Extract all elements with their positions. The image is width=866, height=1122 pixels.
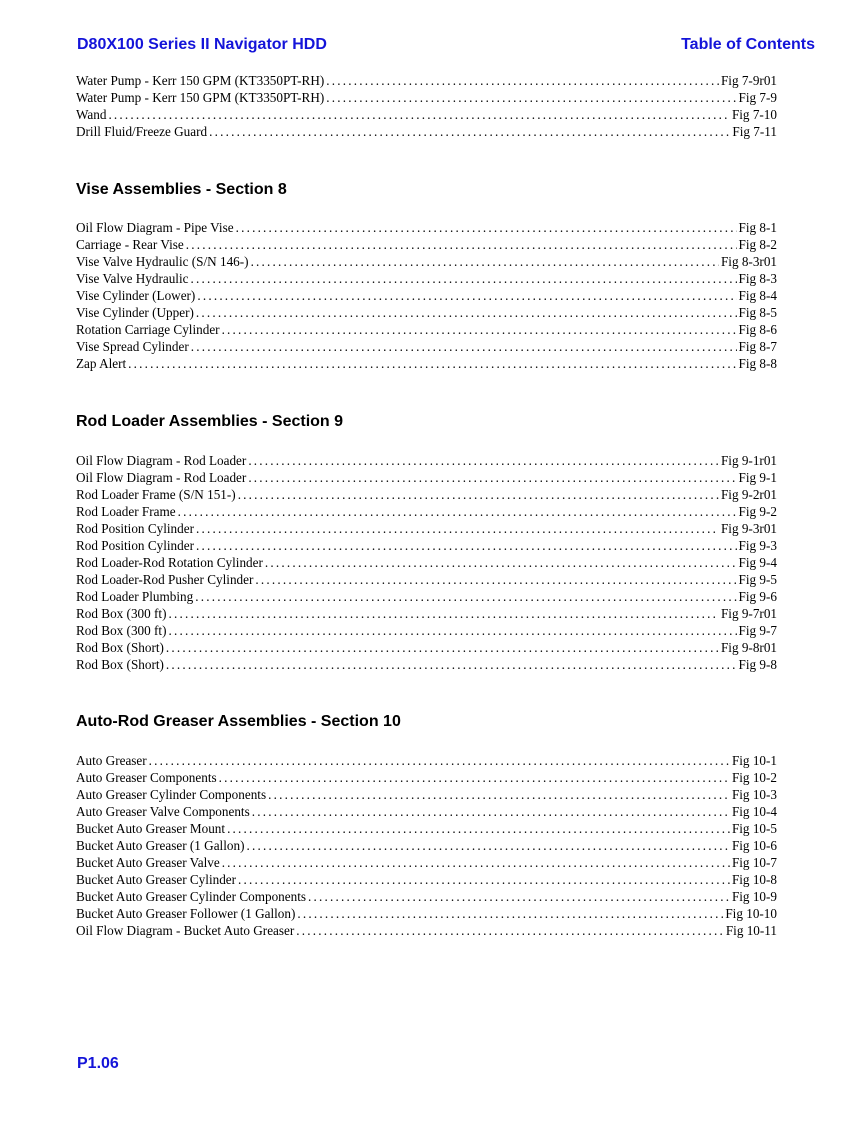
dot-leader (297, 905, 723, 922)
dot-leader (326, 72, 719, 89)
toc-entry-figure: Fig 8-4 (738, 288, 777, 303)
toc-entry-title: Rod Box (Short) (76, 657, 164, 672)
section-7-list (76, 72, 777, 140)
dot-leader (251, 253, 719, 270)
dot-leader (219, 769, 730, 786)
toc-entry-title: Bucket Auto Greaser Follower (1 Gallon) (76, 906, 296, 921)
toc-entry-figure: Fig 10-7 (731, 855, 777, 870)
page-number: P1.06 (77, 1055, 119, 1072)
toc-entry-figure: Fig 10-3 (731, 787, 777, 802)
dot-leader (326, 89, 736, 106)
section-10-heading: Auto-Rod Greaser Assemblies - Section 10 (76, 713, 401, 730)
dot-leader (252, 803, 730, 820)
toc-entry (76, 287, 777, 304)
dot-leader (222, 854, 730, 871)
dot-leader (238, 486, 719, 503)
toc-entry-title: Water Pump - Kerr 150 GPM (KT3350PT-RH) (76, 90, 325, 105)
toc-entry-title: Oil Flow Diagram - Rod Loader (76, 453, 247, 468)
section-8-heading: Vise Assemblies - Section 8 (76, 181, 287, 198)
toc-entry (76, 469, 777, 486)
toc-entry (76, 321, 777, 338)
toc-entry-figure: Fig 8-6 (738, 322, 777, 337)
toc-entry-title: Rod Loader Frame (76, 504, 176, 519)
toc-entry-figure: Fig 7-11 (732, 124, 777, 139)
toc-entry-figure: Fig 7-10 (731, 107, 777, 122)
toc-entry-title: Rod Loader Frame (S/N 151-) (76, 487, 236, 502)
toc-entry-title: Bucket Auto Greaser (1 Gallon) (76, 838, 245, 853)
toc-entry-figure: Fig 8-8 (738, 356, 777, 371)
toc-entry-title: Bucket Auto Greaser Mount (76, 821, 226, 836)
toc-entry-figure: Fig 9-3 (738, 538, 777, 553)
toc-entry (76, 219, 777, 236)
dot-leader (265, 554, 737, 571)
toc-entry-figure: Fig 10-5 (731, 821, 777, 836)
toc-entry (76, 503, 777, 520)
toc-entry (76, 236, 777, 253)
dot-leader (268, 786, 730, 803)
toc-entry-title: Bucket Auto Greaser Cylinder (76, 872, 237, 887)
toc-entry-figure: Fig 10-1 (731, 753, 777, 768)
toc-entry-figure: Fig 10-9 (731, 889, 777, 904)
toc-entry (76, 905, 777, 922)
toc-entry-figure: Fig 9-3r01 (720, 521, 777, 536)
dot-leader (191, 270, 737, 287)
toc-entry (76, 571, 777, 588)
toc-entry (76, 106, 777, 123)
toc-entry (76, 803, 777, 820)
toc-entry (76, 837, 777, 854)
dot-leader (227, 820, 730, 837)
document-title: D80X100 Series II Navigator HDD (77, 36, 327, 53)
toc-entry-title: Vise Cylinder (Upper) (76, 305, 194, 320)
toc-entry-figure: Fig 8-7 (738, 339, 777, 354)
toc-entry-figure: Fig 7-9r01 (720, 73, 777, 88)
toc-entry (76, 588, 777, 605)
toc-entry-title: Rod Position Cylinder (76, 521, 194, 536)
toc-entry (76, 639, 777, 656)
dot-leader (196, 304, 737, 321)
toc-entry-title: Rotation Carriage Cylinder (76, 322, 220, 337)
section-9-list (76, 452, 777, 673)
toc-entry-figure: Fig 9-2r01 (720, 487, 777, 502)
toc-entry-figure: Fig 9-5 (738, 572, 777, 587)
toc-entry-title: Vise Cylinder (Lower) (76, 288, 196, 303)
dot-leader (166, 639, 719, 656)
toc-entry-figure: Fig 10-11 (725, 923, 777, 938)
toc-entry (76, 786, 777, 803)
toc-entry (76, 355, 777, 372)
toc-entry-title: Rod Loader-Rod Rotation Cylinder (76, 555, 263, 570)
toc-entry-figure: Fig 9-4 (738, 555, 777, 570)
dot-leader (255, 571, 736, 588)
dot-leader (128, 355, 736, 372)
toc-entry-title: Rod Box (Short) (76, 640, 164, 655)
toc-entry (76, 486, 777, 503)
toc-entry (76, 888, 777, 905)
dot-leader (308, 888, 730, 905)
section-10-list (76, 752, 777, 939)
toc-entry-title: Oil Flow Diagram - Bucket Auto Greaser (76, 923, 295, 938)
toc-entry-figure: Fig 8-5 (738, 305, 777, 320)
toc-entry (76, 452, 777, 469)
dot-leader (248, 452, 719, 469)
toc-entry-title: Zap Alert (76, 356, 127, 371)
dot-leader (209, 123, 730, 140)
dot-leader (149, 752, 730, 769)
toc-entry (76, 338, 777, 355)
toc-entry (76, 520, 777, 537)
toc-entry-title: Bucket Auto Greaser Cylinder Components (76, 889, 307, 904)
dot-leader (238, 871, 730, 888)
toc-entry-figure: Fig 9-6 (738, 589, 777, 604)
toc-entry (76, 622, 777, 639)
toc-entry-title: Water Pump - Kerr 150 GPM (KT3350PT-RH) (76, 73, 325, 88)
dot-leader (186, 236, 737, 253)
dot-leader (196, 537, 737, 554)
toc-entry (76, 270, 777, 287)
dot-leader (197, 287, 736, 304)
section-9-heading: Rod Loader Assemblies - Section 9 (76, 413, 344, 430)
toc-entry-figure: Fig 9-7r01 (720, 606, 777, 621)
toc-entry-figure: Fig 9-2 (738, 504, 777, 519)
page-header (77, 36, 815, 54)
dot-leader (246, 837, 729, 854)
dot-leader (168, 605, 718, 622)
toc-entry-figure: Fig 9-1r01 (720, 453, 777, 468)
toc-entry-title: Vise Spread Cylinder (76, 339, 189, 354)
toc-entry (76, 537, 777, 554)
dot-leader (166, 656, 737, 673)
dot-leader (248, 469, 736, 486)
toc-entry-title: Rod Box (300 ft) (76, 606, 167, 621)
toc-label: Table of Contents (681, 36, 815, 53)
toc-entry-title: Auto Greaser Cylinder Components (76, 787, 267, 802)
toc-entry (76, 922, 777, 939)
toc-entry-title: Auto Greaser (76, 753, 147, 768)
toc-entry-figure: Fig 9-7 (738, 623, 777, 638)
toc-entry (76, 752, 777, 769)
toc-entry (76, 89, 777, 106)
toc-entry (76, 871, 777, 888)
toc-entry (76, 820, 777, 837)
dot-leader (222, 321, 737, 338)
toc-entry (76, 123, 777, 140)
toc-entry (76, 854, 777, 871)
toc-entry-figure: Fig 8-1 (738, 220, 777, 235)
toc-entry-figure: Fig 8-3 (738, 271, 777, 286)
toc-entry-title: Rod Position Cylinder (76, 538, 194, 553)
toc-entry-title: Oil Flow Diagram - Rod Loader (76, 470, 247, 485)
dot-leader (168, 622, 736, 639)
toc-entry (76, 253, 777, 270)
toc-entry-figure: Fig 9-1 (738, 470, 777, 485)
toc-entry-figure: Fig 10-8 (731, 872, 777, 887)
toc-entry-figure: Fig 10-10 (725, 906, 777, 921)
dot-leader (178, 503, 737, 520)
toc-entry-figure: Fig 10-6 (731, 838, 777, 853)
toc-entry (76, 304, 777, 321)
toc-entry-figure: Fig 10-4 (731, 804, 777, 819)
toc-entry-title: Wand (76, 107, 107, 122)
toc-entry-figure: Fig 10-2 (731, 770, 777, 785)
toc-entry-title: Carriage - Rear Vise (76, 237, 184, 252)
dot-leader (108, 106, 730, 123)
toc-entry-figure: Fig 9-8r01 (720, 640, 777, 655)
toc-entry (76, 769, 777, 786)
dot-leader (195, 588, 736, 605)
toc-entry-title: Vise Valve Hydraulic (S/N 146-) (76, 254, 249, 269)
toc-entry-figure: Fig 8-2 (738, 237, 777, 252)
toc-entry-title: Bucket Auto Greaser Valve (76, 855, 220, 870)
dot-leader (196, 520, 719, 537)
toc-entry-title: Drill Fluid/Freeze Guard (76, 124, 208, 139)
toc-entry (76, 605, 777, 622)
dot-leader (296, 922, 724, 939)
toc-entry-title: Rod Loader-Rod Pusher Cylinder (76, 572, 254, 587)
toc-entry-figure: Fig 7-9 (738, 90, 777, 105)
toc-entry (76, 72, 777, 89)
toc-entry-title: Auto Greaser Components (76, 770, 217, 785)
toc-entry-title: Auto Greaser Valve Components (76, 804, 250, 819)
toc-entry-title: Oil Flow Diagram - Pipe Vise (76, 220, 234, 235)
toc-entry-title: Rod Box (300 ft) (76, 623, 167, 638)
toc-entry-figure: Fig 9-8 (738, 657, 777, 672)
toc-entry-title: Vise Valve Hydraulic (76, 271, 189, 286)
toc-entry-figure: Fig 8-3r01 (720, 254, 777, 269)
dot-leader (191, 338, 737, 355)
toc-entry (76, 656, 777, 673)
section-8-list (76, 219, 777, 372)
dot-leader (236, 219, 737, 236)
toc-entry (76, 554, 777, 571)
toc-entry-title: Rod Loader Plumbing (76, 589, 194, 604)
